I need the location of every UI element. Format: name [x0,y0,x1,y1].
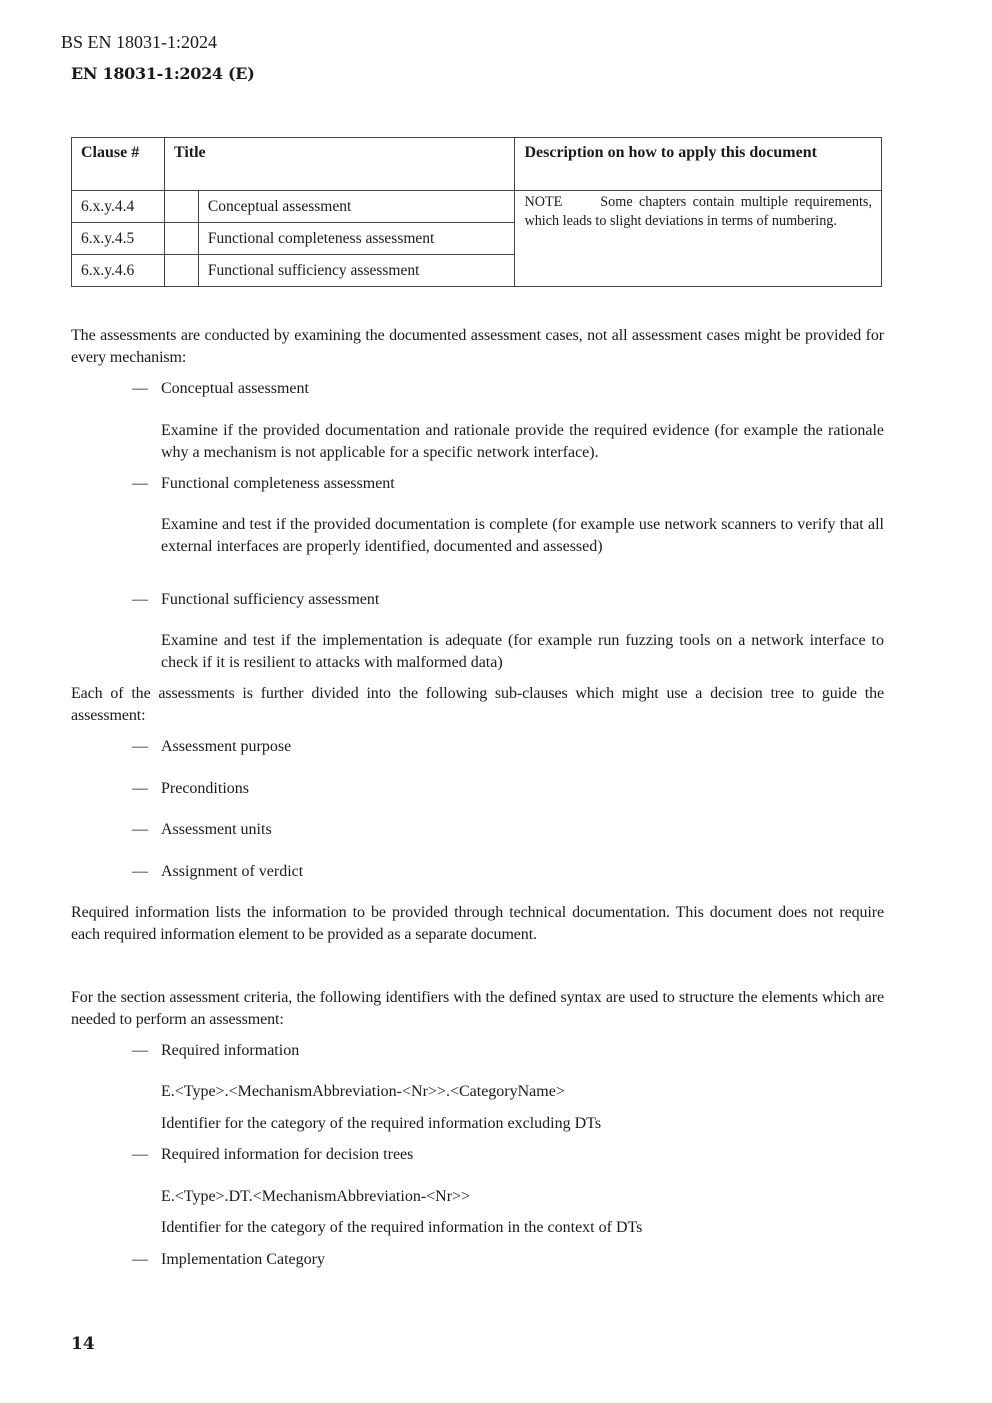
assessment-description: Examine and test if the provided documentation is complete (for example use network scanners to verify that all external interfaces are properly identified, documented and assessed) [161,516,884,555]
standard-id-header: BS EN 18031-1:2024 [61,32,218,52]
required-info-paragraph: Required information lists the information to be provided through technical documentation. This document does not require each required information element to be provided as a separate document. [71,904,884,943]
dash-bullet: — [132,380,148,397]
identifier-syntax: E.<Type>.<MechanismAbbreviation-<Nr>>.<CategoryName> [161,1083,565,1100]
title-cell: Functional sufficiency assessment [198,255,515,287]
list-item: — Implementation Category [132,1249,325,1271]
clause-table [71,137,882,287]
column-header-clause: Clause # [72,138,165,191]
list-item: — Functional sufficiency assessment [132,589,379,611]
list-item: — Preconditions [132,778,249,800]
note-label: NOTE [524,194,563,210]
note-cell [515,191,882,287]
title-cell: Functional completeness assessment [198,223,515,255]
dash-bullet: — [132,1146,148,1163]
identifiers-intro-paragraph: For the section assessment criteria, the following identifiers with the defined syntax are used to structure the elements which are needed to perform an assessment: [71,989,884,1028]
identifier-syntax: E.<Type>.DT.<MechanismAbbreviation-<Nr>> [161,1188,471,1205]
column-header-description: Description on how to apply this document [515,138,882,191]
page-number: 14 [71,1334,95,1354]
list-item: — Assessment purpose [132,736,291,758]
table-header-row [72,138,882,191]
clause-cell: 6.x.y.4.5 [72,223,165,255]
dash-bullet: — [132,1251,148,1268]
table-row [72,191,882,223]
dash-bullet: — [132,1042,148,1059]
list-item: — Required information for decision trees [132,1144,413,1166]
identifier-description: Identifier for the category of the required information excluding DTs [161,1115,602,1132]
empty-cell [164,191,198,223]
list-item: — Conceptual assessment [132,378,309,400]
dash-bullet: — [132,863,148,880]
empty-cell [164,255,198,287]
assessment-description: Examine and test if the implementation is adequate (for example run fuzzing tools on a network interface to check if it is resilient to attacks with malformed data) [161,632,884,671]
list-item: — Required information [132,1040,299,1062]
list-item: — Assignment of verdict [132,861,303,883]
subclauses-intro-paragraph: Each of the assessments is further divided into the following sub-clauses which might use a decision tree to guide the assessment: [71,685,884,724]
title-cell: Conceptual assessment [198,191,515,223]
assessments-intro-paragraph: The assessments are conducted by examining the documented assessment cases, not all assessment cases might be provided for every mechanism: [71,327,884,366]
list-item: — Assessment units [132,819,272,841]
dash-bullet: — [132,738,148,755]
assessment-description: Examine if the provided documentation and rationale provide the required evidence (for example the rationale why a mechanism is not applicable for a specific network interface). [161,422,884,461]
note-text: Some chapters contain multiple requirements, which leads to slight deviations in terms of numbering. [524,194,872,229]
list-item: — Functional completeness assessment [132,473,395,495]
edition-id-header: EN 18031-1:2024 (E) [71,64,255,83]
dash-bullet: — [132,591,148,608]
identifier-description: Identifier for the category of the required information in the context of DTs [161,1219,643,1236]
clause-cell: 6.x.y.4.6 [72,255,165,287]
dash-bullet: — [132,780,148,797]
column-header-title: Title [164,138,515,191]
empty-cell [164,223,198,255]
dash-bullet: — [132,475,148,492]
clause-cell: 6.x.y.4.4 [72,191,165,223]
dash-bullet: — [132,821,148,838]
